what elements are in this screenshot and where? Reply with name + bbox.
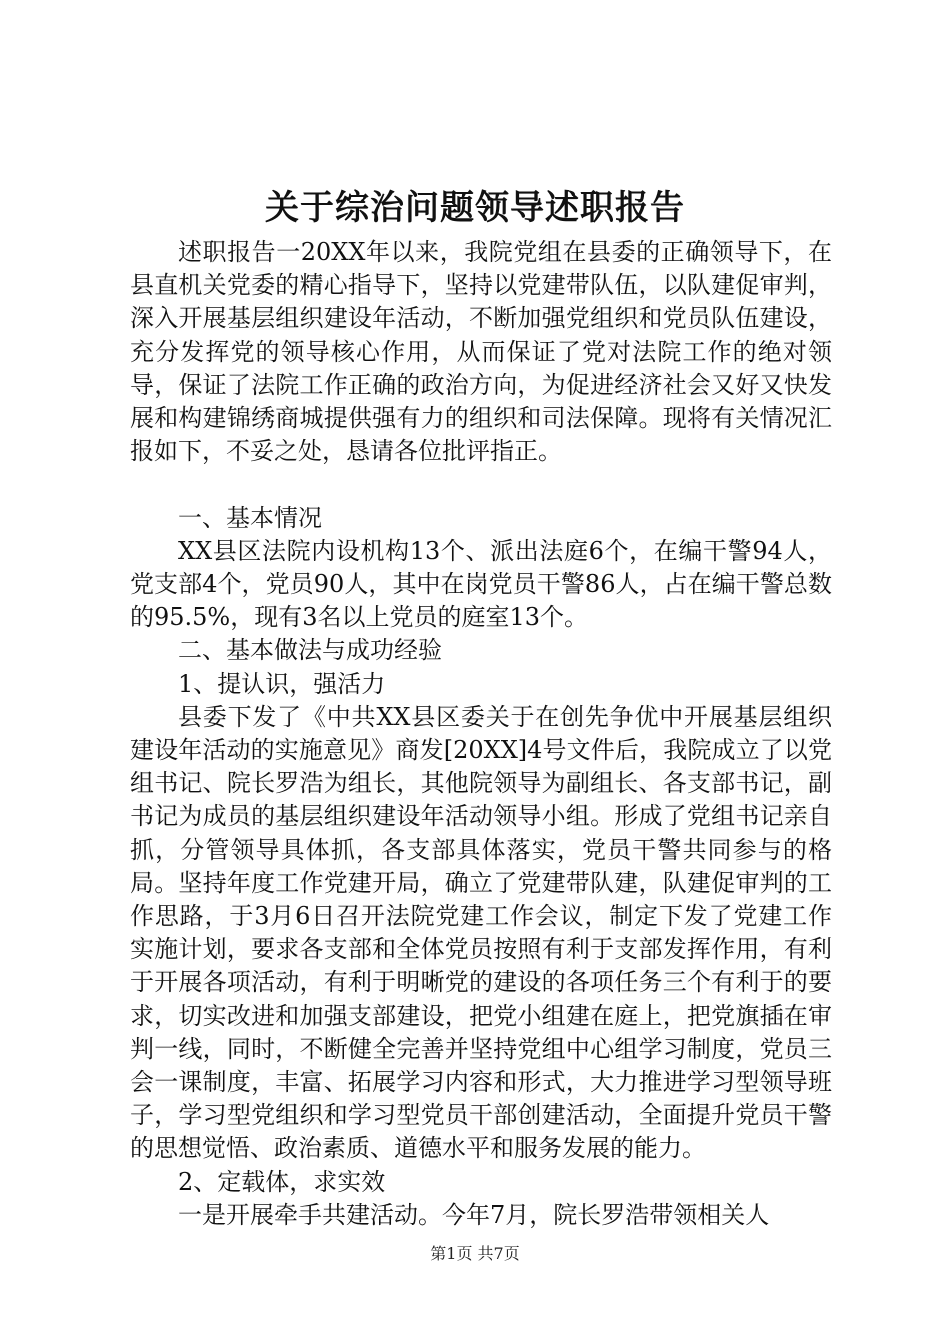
document-body	[130, 236, 832, 1232]
paragraph-intro: 述职报告一20XX年以来，我院党组在县委的正确领导下，在县直机关党委的精心指导下，坚持以党建带队伍，以队建促审判，深入开展基层组织建设年活动，不断加强党组织和党员队伍建设，充分发挥党的领导核心作用，从而保证了党对法院工作的绝对领导，保证了法院工作正确的政治方向，为促进经济社会又好又快发展和构建锦绣商城提供强有力的组织和司法保障。现将有关情况汇报如下，不妥之处，恳请各位批评指正。	[130, 238, 832, 466]
heading-practices: 二、基本做法与成功经验	[178, 636, 442, 665]
document-title: 关于综治问题领导述职报告	[265, 188, 685, 228]
heading-basic-situation: 一、基本情况	[178, 503, 322, 532]
page-footer: 第1页 共7页	[430, 1244, 520, 1263]
subheading-awareness: 1、提认识，强活力	[178, 669, 386, 698]
paragraph-carrier: 一是开展牵手共建活动。今年7月，院长罗浩带领相关人	[178, 1200, 770, 1229]
paragraph-basic-situation: XX县区法院内设机构13个、派出法庭6个，在编干警94人，党支部4个，党员90人，其中在岗党员干警86人，占在编干警总数的95.5%，现有3名以上党员的庭室13个。	[130, 536, 832, 632]
subheading-carrier: 2、定载体，求实效	[178, 1167, 386, 1196]
paragraph-awareness: 县委下发了《中共XX县区委关于在创先争优中开展基层组织建设年活动的实施意见》商发[20XX]4号文件后，我院成立了以党组书记、院长罗浩为组长，其他院领导为副组长、各支部书记，副书记为成员的基层组织建设年活动领导小组。形成了党组书记亲自抓，分管领导具体抓，各支部具体落实，党员干警共同参与的格局。坚持年度工作党建开局，确立了党建带队建，队建促审判的工作思路，于3月6日召开法院党建工作会议，制定下发了党建工作实施计划，要求各支部和全体党员按照有利于支部发挥作用，有利于开展各项活动，有利于明晰党的建设的各项任务三个有利于的要求，切实改进和加强支部建设，把党小组建在庭上，把党旗插在审判一线，同时，不断健全完善并坚持党组中心组学习制度，党员三会一课制度，丰富、拓展学习内容和形式，大力推进学习型领导班子，学习型党组织和学习型党员干部创建活动，全面提升党员干警的思想觉悟、政治素质、道德水平和服务发展的能力。	[130, 702, 832, 1163]
paragraph-gap	[130, 468, 832, 501]
